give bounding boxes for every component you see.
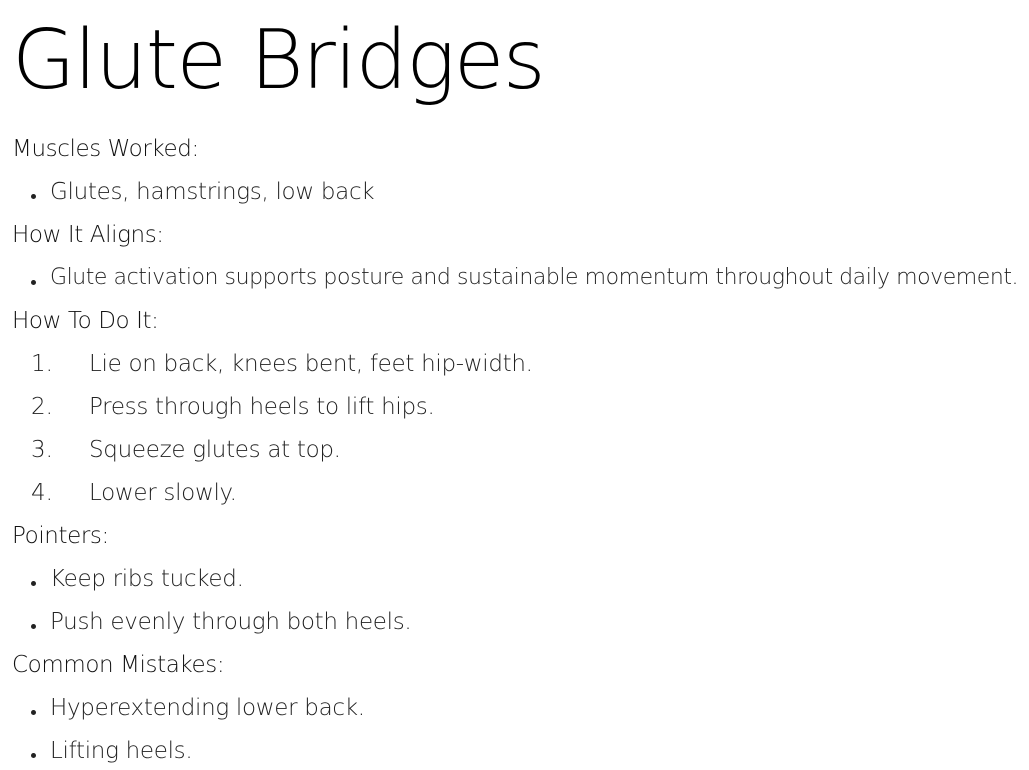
page-title: Glute Bridges	[12, 13, 545, 108]
mistakes-item: Hyperextending lower back.	[50, 695, 365, 721]
bullet-icon	[31, 581, 36, 586]
muscles-item: Glutes, hamstrings, low back	[50, 179, 375, 205]
step-text: Press through heels to lift hips.	[89, 394, 435, 420]
step-number: 2.	[31, 394, 53, 420]
bullet-icon	[31, 194, 36, 199]
pointers-item: Keep ribs tucked.	[50, 566, 244, 592]
bullet-icon	[31, 710, 36, 715]
step-number: 3.	[31, 437, 53, 463]
step-number: 1.	[31, 351, 53, 377]
aligns-heading: How It Aligns:	[12, 222, 164, 248]
pointers-heading: Pointers:	[12, 523, 109, 549]
step-text: Lower slowly.	[89, 480, 237, 506]
mistakes-item: Lifting heels.	[50, 738, 193, 764]
bullet-icon	[31, 280, 36, 285]
bullet-icon	[31, 753, 36, 758]
step-text: Squeeze glutes at top.	[89, 437, 341, 463]
howto-heading: How To Do It:	[12, 308, 159, 334]
pointers-item: Push evenly through both heels.	[50, 609, 412, 635]
muscles-heading: Muscles Worked:	[12, 136, 199, 162]
aligns-item: Glute activation supports posture and sustainable momentum throughout daily movement.	[50, 265, 1019, 290]
mistakes-heading: Common Mistakes:	[12, 652, 225, 678]
step-number: 4.	[31, 480, 53, 506]
step-text: Lie on back, knees bent, feet hip-width.	[89, 351, 533, 377]
bullet-icon	[31, 624, 36, 629]
